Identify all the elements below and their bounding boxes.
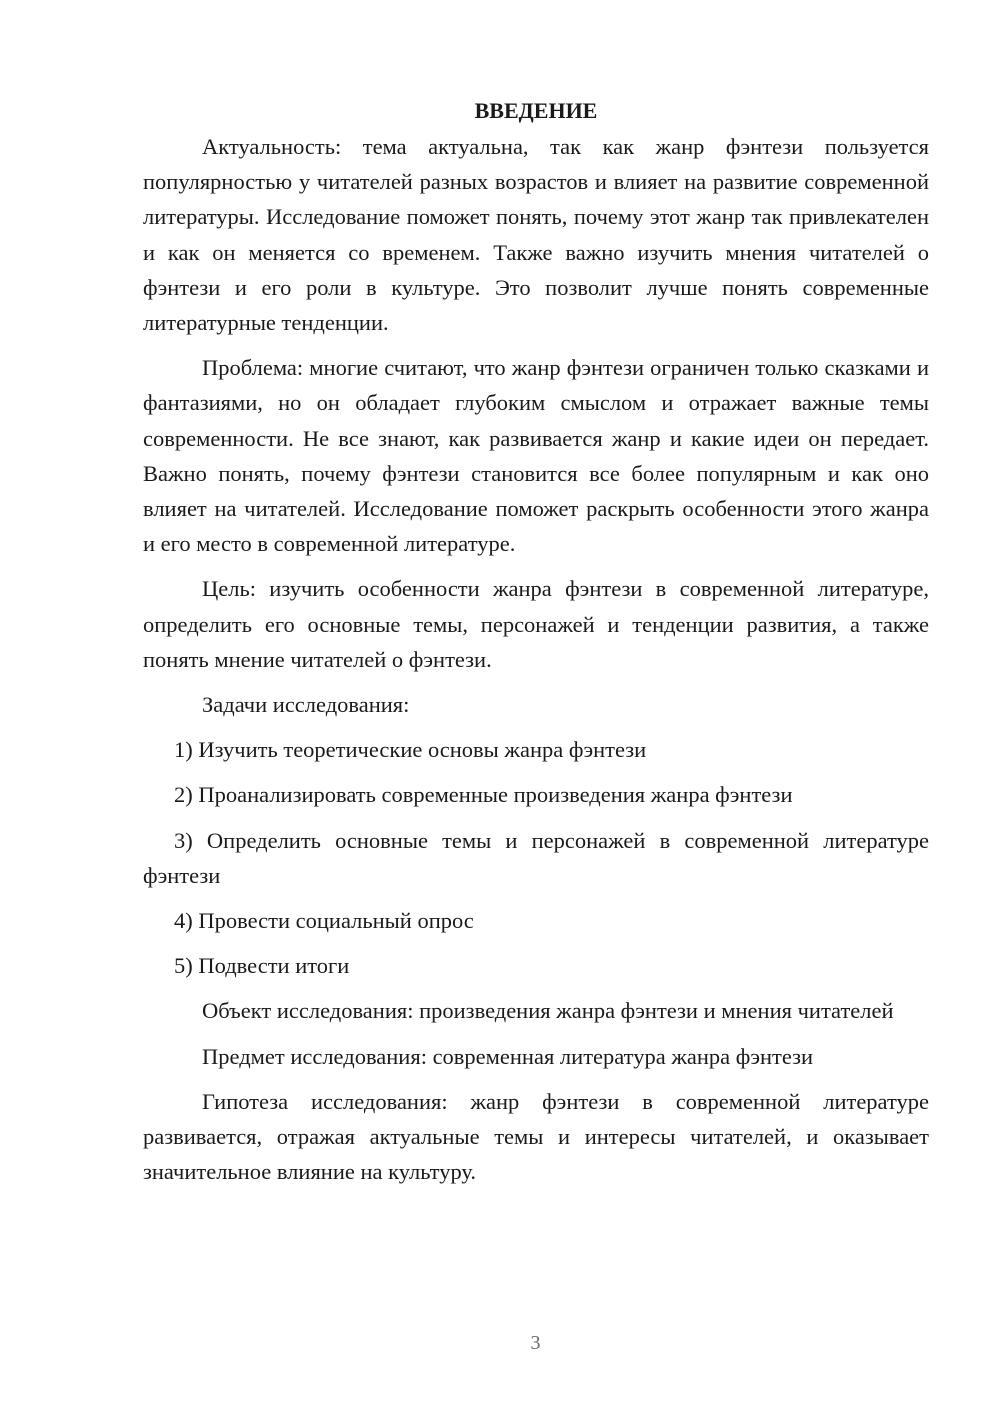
paragraph-object: Объект исследования: произведения жанра фэнтези и мнения читателей <box>202 998 894 1024</box>
tasks-heading: Задачи исследования: <box>202 692 410 718</box>
task-item-5: 5) Подвести итоги <box>174 953 350 979</box>
paragraph-problem: Проблема: многие считают, что жанр фэнтези ограничен только сказками и фантазиями, но он обладает глубоким смыслом и отражает важные темы современности. Не все знают, как развивается жанр и какие идеи он передает. Важно понять, почему фэнтези становится все более популярным и как оно влияет на читателей. Исследование поможет раскрыть особенности этого жанра и его место в современной литературе. <box>143 355 929 557</box>
paragraph-goal: Цель: изучить особенности жанра фэнтези в современной литературе, определить его основные темы, персонажей и тенденции развития, а также понять мнение читателей о фэнтези. <box>143 576 929 672</box>
page-title: ВВЕДЕНИЕ <box>474 98 598 123</box>
task-item-1: 1) Изучить теоретические основы жанра фэнтези <box>174 737 647 763</box>
paragraph-relevance: Актуальность: тема актуальна, так как жанр фэнтези пользуется популярностью у читателей разных возрастов и влияет на развитие современной литературы. Исследование поможет понять, почему этот жанр так привлекателен и как он меняется со временем. Также важно изучить мнения читателей о фэнтези и его роли в культуре. Это позволит лучше понять современные литературные тенденции. <box>143 134 929 336</box>
task-item-3: 3) Определить основные темы и персонажей в современной литературе фэнтези <box>143 827 929 888</box>
document-page <box>143 93 929 1199</box>
task-item-2: 2) Проанализировать современные произведения жанра фэнтези <box>174 782 793 808</box>
paragraph-hypothesis: Гипотеза исследования: жанр фэнтези в современной литературе развивается, отражая актуальные темы и интересы читателей, и оказывает значительное влияние на культуру. <box>143 1088 929 1185</box>
paragraph-subject: Предмет исследования: современная литература жанра фэнтези <box>202 1043 814 1069</box>
page-number: 3 <box>530 1332 541 1354</box>
task-item-4: 4) Провести социальный опрос <box>174 908 474 934</box>
